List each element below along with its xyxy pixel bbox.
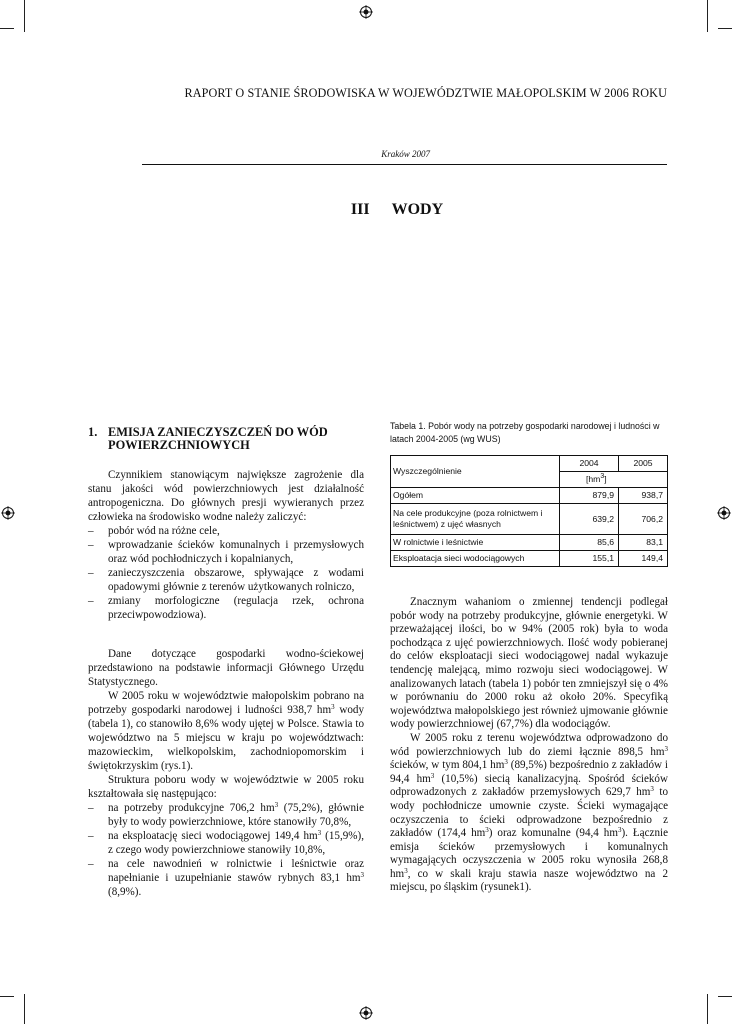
running-header: RAPORT O STANIE ŚRODOWISKA W WOJEWÓDZTWIE MAŁOPOLSKIM W 2006 ROKU [184, 86, 667, 100]
list-item: – pobór wód na różne cele, [88, 525, 364, 539]
list-item: – zanieczyszczenia obszarowe, spływające z wodami opadowymi głównie z terenów użytkowanych rolniczo, [88, 567, 364, 595]
table-cell: 879,9 [560, 488, 619, 504]
section-number: 1. [88, 425, 98, 439]
table-cell: 639,2 [560, 504, 619, 535]
table-cell: 85,6 [560, 535, 619, 551]
chapter-title [0, 201, 732, 219]
list-item: – na eksploatację sieci wodociągowej 149,4 $hm^3$ (15,9%), z czego wody powierzchniowe stanowiły 10,8%, [88, 830, 364, 858]
registration-mark-icon [717, 506, 731, 520]
section-heading [88, 426, 364, 452]
list-item: – wprowadzanie ścieków komunalnych i przemysłowych oraz wód pochłodniczych i kopalnianych, [88, 539, 364, 567]
right-column [390, 596, 668, 895]
table-cell: 938,7 [619, 488, 668, 504]
registration-mark-icon [359, 1006, 373, 1020]
table-cell: 149,4 [619, 551, 668, 567]
table-unit: $[hm^3]$ [560, 472, 668, 488]
chapter-number: III [350, 201, 370, 218]
crop-mark [707, 994, 708, 1024]
water-intake-paragraph: W 2005 roku w województwie małopolskim pobrano na potrzeby gospodarki narodowej i ludności 938,7 $hm^3$ wody (tabela 1), co stanowiło 8,6% wody ujętej w Polsce. Stawia to województwo na 5 miejscu w kraju po województwach: mazowieckim, wielkopolskim, zachodniopomorskim i świętokrzyskim (rys.1). [88, 690, 364, 773]
crop-mark [0, 996, 14, 997]
table-row [391, 488, 668, 504]
list-item: – na potrzeby produkcyjne 706,2 $hm^3$ (75,2%), głównie były to wody powierzchniowe, które stanowiły 70,8%, [88, 802, 364, 830]
crop-mark [707, 0, 708, 32]
place-date: Kraków 2007 [381, 149, 430, 159]
section-title: EMISJA ZANIECZYSZCZEŃ DO WÓD POWIERZCHNIOWYCH [108, 425, 328, 452]
list-item: – na cele nawodnień w rolnictwie i leśnictwie oraz napełnianie i uzupełnianie stawów rybnych 83,1 $hm^3$ (8,9%). [88, 858, 364, 900]
crop-mark [718, 996, 732, 997]
table-cell: 706,2 [619, 504, 668, 535]
structure-list [88, 802, 364, 900]
table-cell: Na cele produkcyjne (poza rolnictwem i leśnictwem) z ujęć własnych [391, 504, 560, 535]
table-cell: W rolnictwie i leśnictwie [391, 535, 560, 551]
crop-mark [718, 28, 732, 29]
crop-mark [24, 0, 25, 32]
header-rule [142, 164, 667, 165]
wastewater-paragraph: W 2005 roku z terenu województwa odprowadzono do wód powierzchniowych lub do ziemi łącznie 898,5 $hm^3$ ścieków, w tym 804,1 $hm^3$ (89,5%) bezpośrednio z zakładów i 94,4 $hm^3$ (10,5%) siecią kanalizacyjną. Spośród ścieków odprowadzonych z zakładów przemysłowych 629,7 $hm^3$ to wody pochłodnicze umownie czyste. Ścieki wymagające oczyszczenia to ścieki odprowadzone bezpośrednio z zakładów (174,4 $hm^3$) oraz komunalne (94,4 $hm^3$). Łącznie emisja ścieków przemysłowych i komunalnych wymagających oczyszczenia w 2005 roku wynosiła 268,8 $hm^3$, co w skali kraju stawia nasze województwo na 2 miejscu, po śląskim (rysunek1). [390, 731, 668, 894]
left-column [88, 426, 364, 900]
table-year-header: 2005 [619, 456, 668, 472]
water-intake-table [390, 455, 668, 567]
table-row [391, 504, 668, 535]
table-row [391, 551, 668, 567]
registration-mark-icon [359, 5, 373, 19]
structure-intro: Struktura poboru wody w województwie w 2005 roku kształtowała się następująco: [88, 774, 364, 801]
pressures-list [88, 525, 364, 623]
intro-paragraph: Czynnikiem stanowiącym największe zagrożenie dla stanu jakości wód powierzchniowych jest działalność antropogeniczna. Do głównych presji wywieranych przez człowieka na środowisko wodne należy zaliczyć: [88, 469, 364, 523]
table-cell: 155,1 [560, 551, 619, 567]
table-cell: 83,1 [619, 535, 668, 551]
chapter-name: WODY [391, 201, 444, 218]
list-item: – zmiany morfologiczne (regulacja rzek, ochrona przeciwpowodziowa). [88, 595, 364, 623]
variation-paragraph: Znacznym wahaniom o zmiennej tendencji podlegał pobór wody na potrzeby produkcyjne, głównie energetyki. W przeważającej ilości, bo w 94% (2005 rok) była to woda pochodząca z ujęć powierzchniowych. Ilość wody pobieranej do celów eksploatacji sieci wodociągowej nadal wykazuje tendencję malejącą, mimo rozwoju sieci wodociągowej. W analizowanych latach (tabela 1) pobór ten zmniejszył się o 4% w porównaniu do 2000 roku aż około 20%. Specyfiką województwa małopolskiego jest również ujmowanie głównie wody powierzchniowej (67,7%) dla wodociągów. [390, 596, 668, 731]
table-cell: Ogółem [391, 488, 560, 504]
table-header-label: Wyszczególnienie [391, 456, 560, 488]
table-caption: Tabela 1. Pobór wody na potrzeby gospodarki narodowej i ludności w latach 2004-2005 (wg WUS) [390, 421, 660, 444]
table-cell: Eksploatacja sieci wodociągowych [391, 551, 560, 567]
table-row [391, 535, 668, 551]
data-source-paragraph: Dane dotyczące gospodarki wodno-ściekowej przedstawiono na podstawie informacji Głównego Urzędu Statystycznego. [88, 648, 364, 689]
crop-mark [24, 994, 25, 1024]
crop-mark [0, 28, 14, 29]
registration-mark-icon [1, 506, 15, 520]
table-year-header: 2004 [560, 456, 619, 472]
